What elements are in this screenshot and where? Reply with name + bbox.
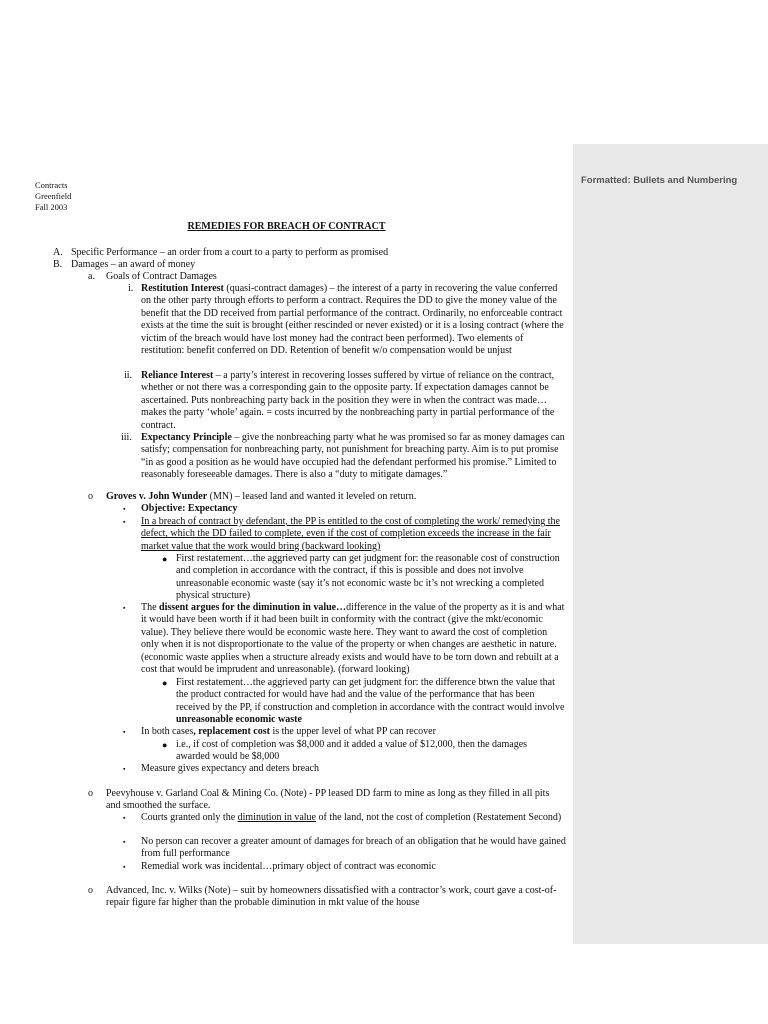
peevyhouse-bullet: o (88, 788, 93, 799)
groves-holding (141, 516, 566, 553)
square-bullet: ▪ (123, 728, 126, 736)
groves-restatement-2-bold: unreasonable economic waste (176, 714, 302, 726)
groves-both-prefix: In both cases (141, 726, 194, 737)
groves-both-text: is the upper level of what PP can recover (269, 726, 436, 737)
expectancy-principle-paragraph (141, 432, 566, 482)
groves-dissent-prefix: The (141, 602, 160, 613)
advanced-bullet: o (88, 885, 93, 896)
square-bullet: ▪ (123, 765, 126, 773)
groves-restatement-1: First restatement…the aggrieved party can get judgment for: the reasonable cost of construction and completion in accordance with the contract, if this is possible and does not involve unreasonable economic waste (say it’s not economic waste bc it’s not wrecking a completed physical structure) (176, 553, 560, 602)
groves-objective-text: Objective: Expectancy (141, 503, 238, 514)
comment-sidebar (573, 144, 768, 944)
header-instructor: Greenfield (35, 191, 72, 201)
restitution-interest-term: Restitution Interest (141, 283, 224, 294)
outline-item-goals: Goals of Contract Damages (106, 271, 217, 282)
groves-restatement-2-text: First restatement…the aggrieved party can get judgment for: the difference btwn the value that the product contracted for would have had and the value of the performance that has been received by the PP, if construction and completion in accordance with the contract would involve (176, 677, 565, 713)
groves-both-cases (141, 726, 566, 738)
outline-marker-a: A. (53, 247, 63, 258)
dot-bullet: ● (162, 678, 168, 688)
expectancy-principle-text: – give the nonbreaching party what he was promised so far as money damages can satisfy; compensation for nonbreaching party, not punishment for breaching party. Aim is to put promise “in as good a position as he would have occupied had the defendant performed his promise.” Limited to reasonably foreseeable damages. There is also a “duty to mitigate damages.” (141, 432, 565, 481)
outline-item-a: Specific Performance – an order from a court to a party to perform as promised (71, 247, 389, 258)
square-bullet: ▪ (123, 604, 126, 612)
groves-measure: Measure gives expectancy and deters breach (141, 763, 319, 774)
outline-marker-b: B. (53, 259, 63, 270)
groves-dissent-bold: dissent argues for the diminution in value… (159, 602, 347, 613)
outline-marker-a-lower: a. (88, 271, 95, 282)
groves-bullet: o (88, 491, 93, 502)
outline-marker-i: i. (128, 283, 134, 294)
groves-objective (141, 503, 237, 515)
restitution-interest-text: (quasi-contract damages) – the interest of a party in recovering the value conferred on the other party through efforts to perform a contract. Requires the DD to give the money value of the benefit that the DD received from partial performance of the contract. Ordinarily, no enforceable contract exists at the time the suit is brought (either rescinded or never existed) or it is a losing contract (where the victim of the breach would have lost money had the contract been performed). Two elements of restitution: benefit conferred on DD. Retention of benefit w/o compensation would be unjust (141, 283, 564, 357)
reliance-interest-term: Reliance Interest (141, 370, 214, 381)
outline-item-b: Damages – an award of money (71, 259, 196, 270)
groves-example: i.e., if cost of completion was $8,000 and it added a value of $12,000, then the damages awarded would be $8,000 (176, 739, 528, 763)
outline-marker-ii: ii. (124, 370, 133, 381)
groves-holding-text: In a breach of contract by defendant, the PP is entitled to the cost of completing the work/ remedying the defect, which the DD failed to complete, even if the cost of completion exceeds the increase in the fair market value that the work would bring (backward looking) (141, 516, 560, 552)
reliance-interest-text: – a party’s interest in recovering losses suffered by virtue of reliance on the contract, whether or not there was a corresponding gain to the opposite party. If expectation damages cannot be ascertained. Puts nonbreaching party back in the position they were in when the contract was made…makes the party ‘whole’ again. = costs incurred by the nonbreaching party in partial performance of the contract. (141, 370, 555, 431)
peevyhouse-point-1 (141, 812, 566, 824)
groves-dissent (141, 602, 566, 676)
formatting-comment[interactable]: Formatted: Bullets and Numbering (581, 175, 738, 186)
square-bullet: ▪ (123, 518, 126, 526)
groves-case-line (106, 491, 566, 503)
restitution-interest-paragraph (141, 283, 566, 357)
dot-bullet: ● (162, 554, 168, 564)
peevyhouse-case: Peevyhouse v. Garland Coal & Mining Co. (Note) - PP leased DD farm to mine as long as they filled in all pits and smoothed the surface. (106, 788, 550, 812)
dot-bullet: ● (162, 740, 168, 750)
groves-dissent-text: difference in the value of the property as it is and what it would have been worth if it had been built in conformity with the contract (give the mkt/economic value). They believe there would be economic waste here. They want to award the cost of completion only when it is not disproportionate to the value of the property or when changes are aesthetic in nature. (economic waste applies when a structure already exists and would have to be torn down and rebuilt at a cost that would be imprudent and unreasonable). (forward looking) (141, 602, 565, 676)
square-bullet: ▪ (123, 814, 126, 822)
groves-case-name: Groves v. John Wunder (106, 491, 208, 502)
groves-case-desc: (MN) – leased land and wanted it leveled on return. (207, 491, 417, 502)
header-term: Fall 2003 (35, 202, 68, 212)
document-title: REMEDIES FOR BREACH OF CONTRACT (187, 221, 386, 232)
header-course: Contracts (35, 180, 68, 190)
square-bullet: ▪ (123, 505, 126, 513)
square-bullet: ▪ (123, 863, 126, 871)
square-bullet: ▪ (123, 838, 126, 846)
expectancy-principle-term: Expectancy Principle (141, 432, 232, 443)
peevyhouse-point-3: Remedial work was incidental…primary object of contract was economic (141, 861, 436, 872)
peevyhouse-point-1-text: of the land, not the cost of completion (Restatement Second) (315, 812, 562, 823)
peevyhouse-point-1-prefix: Courts granted only the (141, 812, 238, 823)
reliance-interest-paragraph (141, 370, 566, 432)
outline-marker-iii: iii. (121, 432, 132, 443)
peevyhouse-point-2: No person can recover a greater amount of damages for breach of an obligation that he would have gained from full performance (141, 836, 566, 860)
advanced-case: Advanced, Inc. v. Wilks (Note) – suit by homeowners dissatisfied with a contractor’s work, court gave a cost-of-repair figure far higher than the probable diminution in mkt value of the house (106, 885, 557, 909)
groves-restatement-2 (176, 677, 566, 727)
peevyhouse-point-1-underlined: diminution in value (237, 812, 316, 823)
groves-both-bold: , replacement cost (193, 726, 270, 737)
